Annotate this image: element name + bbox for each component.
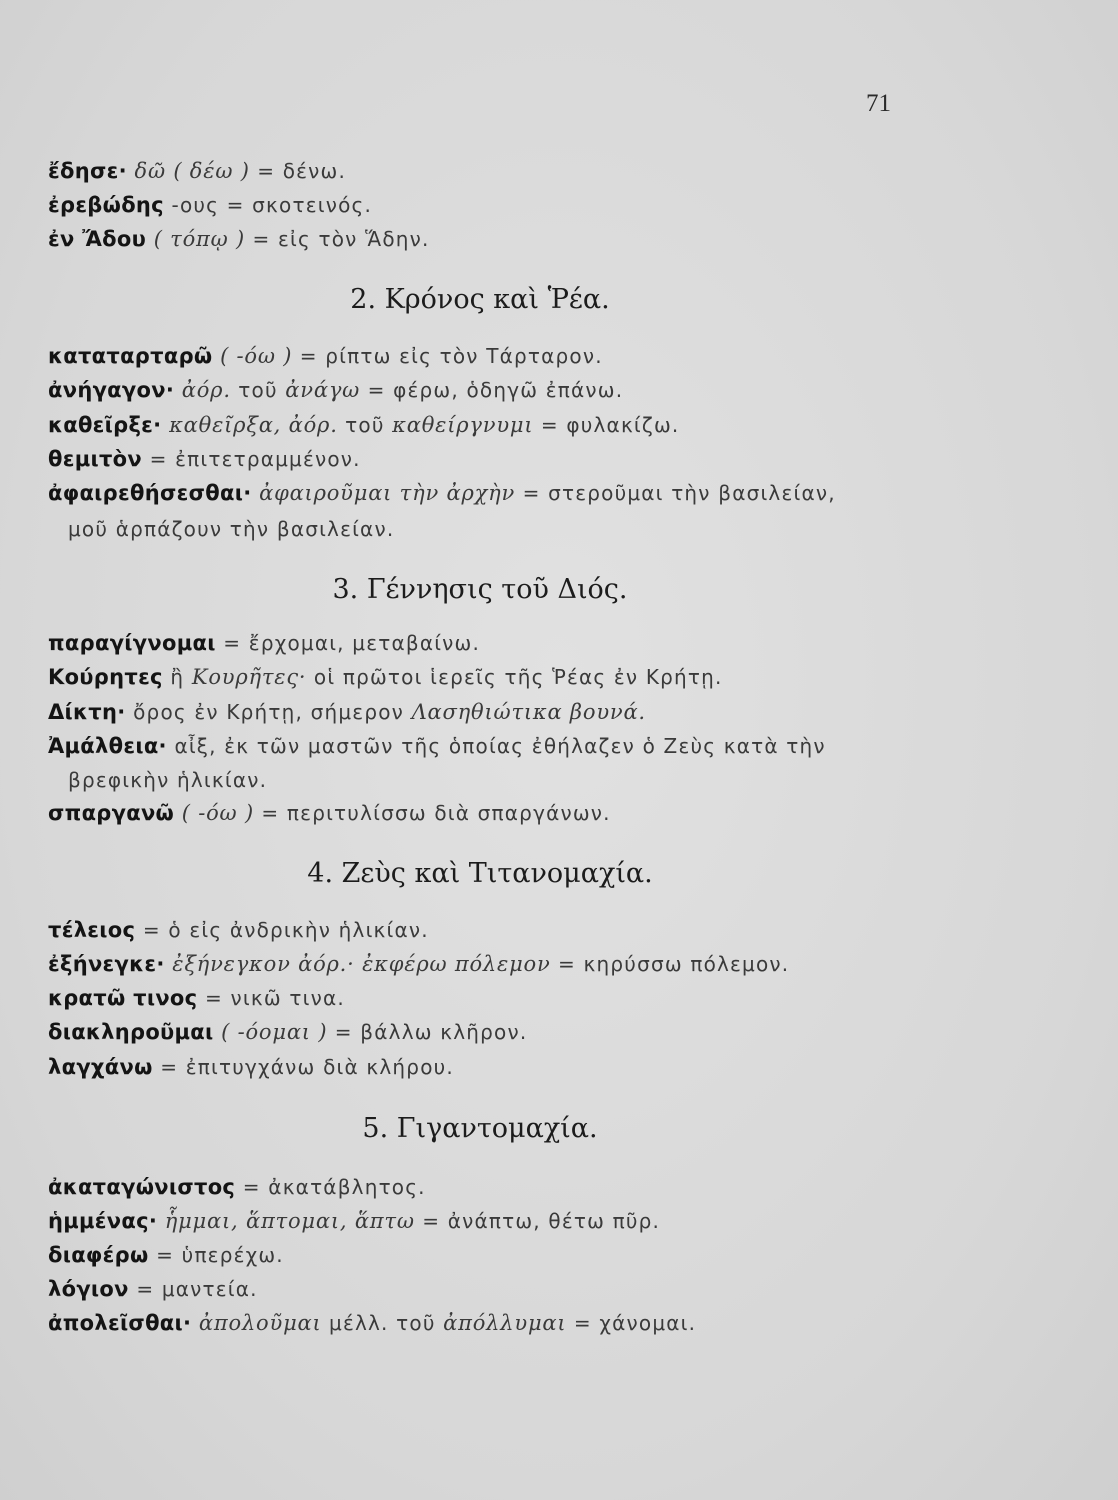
entry-gloss: = εἰς τὸν Ἅδην. — [252, 227, 430, 251]
entry-gloss: = κηρύσσω πόλεμον. — [558, 952, 790, 976]
entry-gloss: ὄρος ἐν Κρήτῃ, σήμερον — [133, 700, 412, 724]
section-heading: 2. Κρόνος καὶ Ῥέα. — [350, 284, 610, 315]
entry-gloss: = ρίπτω εἰς τὸν Τάρταρον. — [299, 344, 603, 368]
entry-gloss-italic: ἀπόλλυμαι — [443, 1311, 574, 1335]
glossary-entry — [48, 1276, 258, 1303]
entry-gloss: = μαντεία. — [136, 1277, 258, 1301]
glossary-entry — [48, 951, 789, 978]
entry-gloss: αἶξ, ἐκ τῶν μαστῶν τῆς ὁποίας ἐθήλαζεν ὁ Ζεὺς κατὰ τὴν — [174, 734, 826, 758]
glossary-entry — [48, 664, 723, 691]
entry-gloss: οἱ πρῶτοι ἱερεῖς τῆς Ῥέας ἐν Κρήτῃ. — [313, 665, 723, 689]
entry-term: ἡμμένας· — [48, 1209, 165, 1233]
entry-gloss: = ἔρχομαι, μεταβαίνω. — [223, 631, 481, 655]
entry-gloss-italic: ἐξήνεγκον ἀόρ.· ἐκφέρω πόλεμον — [172, 952, 559, 976]
entry-gloss-italic: Λασηθιώτικα βουνά. — [411, 700, 646, 724]
glossary-entry — [48, 1310, 696, 1337]
entry-gloss: -ους = σκοτεινός. — [171, 193, 373, 217]
glossary-entry — [48, 800, 611, 827]
entry-term: ἀκαταγώνιστος — [48, 1175, 243, 1199]
entry-term: παραγίγνομαι — [48, 631, 224, 655]
section-heading: 5. Γιγαντομαχία. — [362, 1113, 598, 1144]
glossary-entry — [48, 226, 430, 253]
entry-gloss-italic: ( -όομαι ) — [221, 1020, 335, 1044]
entry-gloss-italic: ( -όω ) — [181, 801, 262, 825]
entry-gloss: = ἐπιτυγχάνω διὰ κλήρου. — [160, 1055, 454, 1079]
entry-term: ἀνήγαγον· — [48, 378, 182, 402]
entry-gloss: βρεφικὴν ἡλικίαν. — [68, 768, 268, 792]
entry-gloss-italic: ἧμμαι, ἅπτομαι, ἅπτω — [164, 1209, 423, 1233]
glossary-entry — [48, 917, 429, 944]
glossary-entry — [48, 480, 836, 507]
glossary-entry — [48, 1208, 660, 1235]
entry-gloss: = φυλακίζω. — [540, 413, 680, 437]
entry-term: κρατῶ τινος — [48, 986, 206, 1010]
glossary-entry — [48, 985, 345, 1012]
entry-term: λόγιον — [48, 1277, 137, 1301]
entry-term: ἐξήνεγκε· — [48, 952, 173, 976]
entry-gloss-italic: καθείργνυμι — [392, 413, 541, 437]
entry-term: σπαργανῶ — [48, 801, 182, 825]
entry-gloss-italic: ( τόπῳ ) — [153, 227, 253, 251]
glossary-entry — [48, 343, 603, 370]
entry-gloss: = δένω. — [257, 159, 347, 183]
glossary-entry — [48, 733, 826, 760]
entry-term: καθεῖρξε· — [48, 413, 170, 437]
section-heading: 3. Γέννησις τοῦ Διός. — [332, 574, 628, 605]
entry-term: τέλειος — [48, 918, 143, 942]
glossary-entry-continuation — [68, 767, 267, 794]
entry-gloss-italic: ἀφαιροῦμαι τὴν ἀρχὴν — [259, 481, 523, 505]
entry-gloss: = περιτυλίσσω διὰ σπαργάνων. — [261, 801, 611, 825]
entry-gloss: = χάνομαι. — [573, 1311, 697, 1335]
entry-gloss: ἢ — [170, 665, 192, 689]
entry-gloss: = ἀνάπτω, θέτω πῦρ. — [422, 1209, 661, 1233]
glossary-entry — [48, 1174, 426, 1201]
entry-gloss-italic: ἀνάγω — [285, 378, 368, 402]
section-heading: 4. Ζεὺς καὶ Τιτανομαχία. — [307, 858, 653, 889]
entry-gloss: μοῦ ἁρπάζουν τὴν βασιλείαν. — [68, 517, 395, 541]
entry-gloss: = ὑπερέχω. — [156, 1243, 284, 1267]
entry-term: ἀφαιρεθήσεσθαι· — [48, 481, 260, 505]
entry-term: ἐρεβώδης — [48, 193, 172, 217]
entry-gloss: = ἐπιτετραμμένον. — [149, 447, 361, 471]
entry-gloss-italic: ἀπολοῦμαι — [198, 1311, 330, 1335]
entry-term: διακληροῦμαι — [48, 1020, 222, 1044]
entry-term: διαφέρω — [48, 1243, 157, 1267]
entry-gloss-italic: Κουρῆτες· — [191, 665, 314, 689]
entry-gloss: τοῦ — [238, 378, 286, 402]
glossary-entry — [48, 446, 361, 473]
glossary-entry-continuation — [68, 516, 394, 543]
entry-gloss: = ἀκατάβλητος. — [242, 1175, 426, 1199]
glossary-entry — [48, 1019, 527, 1046]
entry-gloss-italic: ἀόρ. — [181, 378, 239, 402]
entry-gloss: = ὁ εἰς ἀνδρικὴν ἡλικίαν. — [142, 918, 429, 942]
entry-term: ἀπολεῖσθαι· — [48, 1311, 199, 1335]
glossary-entry — [48, 412, 679, 439]
glossary-entry — [48, 1054, 454, 1081]
glossary-entry — [48, 158, 346, 185]
entry-gloss: = βάλλω κλῆρον. — [334, 1020, 528, 1044]
glossary-entry — [48, 1242, 284, 1269]
entry-gloss: τοῦ — [345, 413, 393, 437]
entry-gloss: μέλλ. τοῦ — [329, 1311, 444, 1335]
entry-term: ἐν Ἄδου — [48, 227, 154, 251]
entry-gloss-italic: ( -όω ) — [220, 344, 300, 368]
entry-gloss: = στεροῦμαι τὴν βασιλείαν, — [522, 481, 836, 505]
entry-term: θεμιτὸν — [48, 447, 150, 471]
glossary-entry — [48, 699, 646, 726]
entry-term: Δίκτη· — [48, 700, 134, 724]
entry-term: ἔδησε· — [48, 159, 135, 183]
glossary-entry — [48, 377, 623, 404]
entry-gloss-italic: δῶ ( δέω ) — [134, 159, 258, 183]
entry-term: Κούρητες — [48, 665, 171, 689]
glossary-entry — [48, 192, 372, 219]
entry-gloss: = νικῶ τινα. — [205, 986, 345, 1010]
page-number: 71 — [866, 90, 891, 117]
entry-gloss-italic: καθεῖρξα, ἀόρ. — [169, 413, 346, 437]
glossary-entry — [48, 630, 480, 657]
entry-term: λαγχάνω — [48, 1055, 161, 1079]
entry-gloss: = φέρω, ὁδηγῶ ἐπάνω. — [367, 378, 624, 402]
entry-term: Ἀμάλθεια· — [48, 734, 175, 758]
entry-term: καταταρταρῶ — [48, 344, 221, 368]
